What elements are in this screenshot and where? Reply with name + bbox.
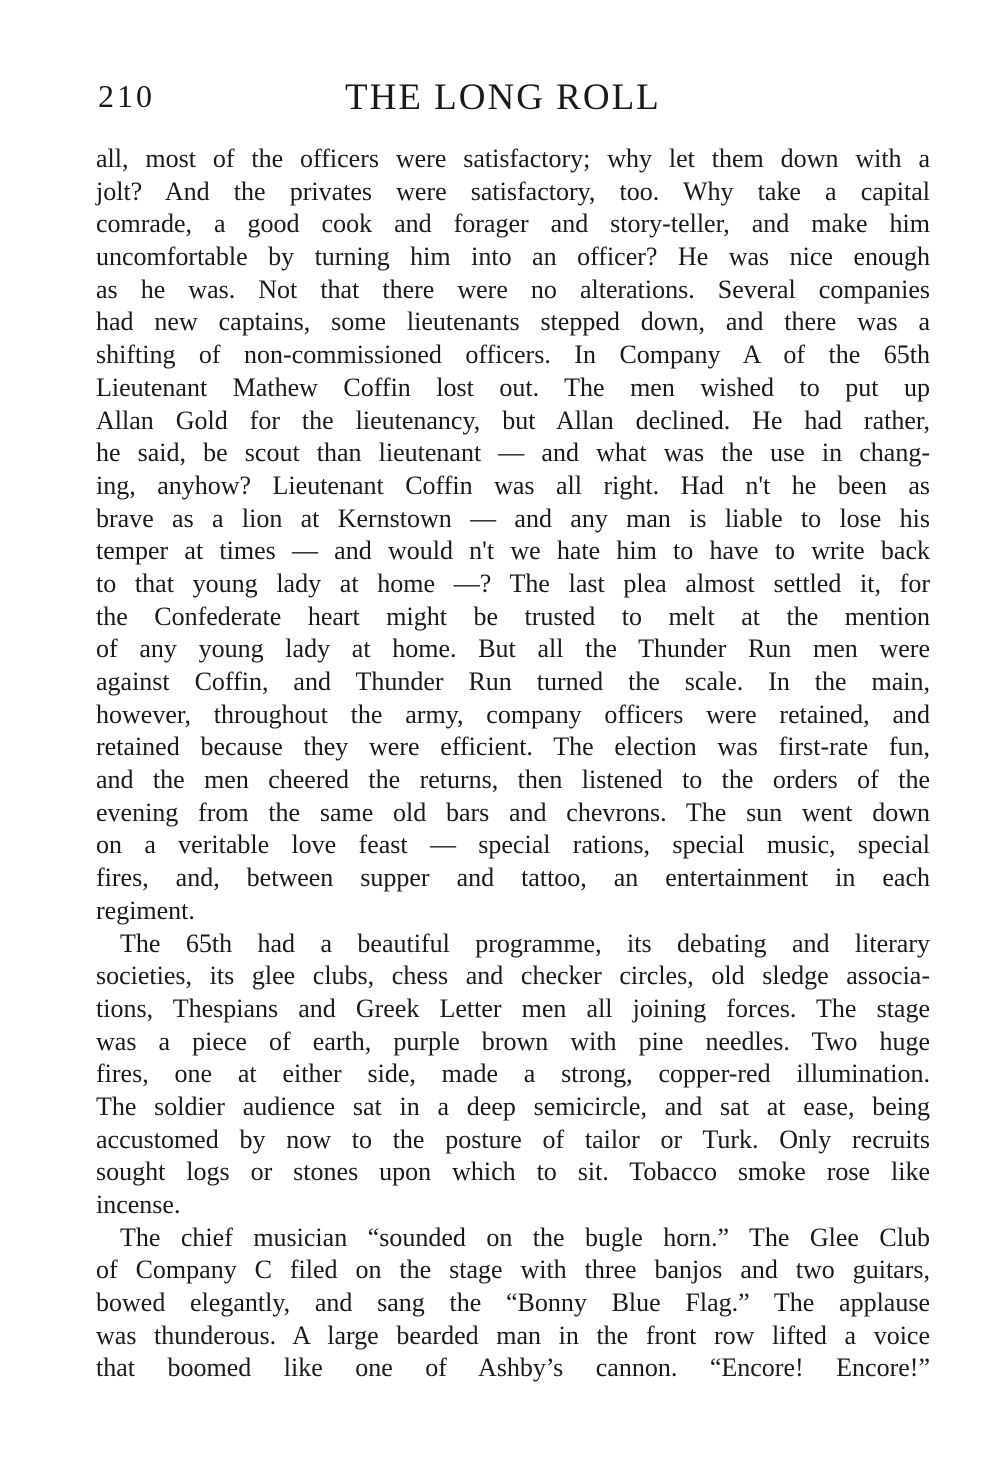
- text-line: was thunderous. A large bearded man in the front row lifted a voice: [96, 1320, 930, 1350]
- text-line: on a veritable love feast — special rations, special music, special: [96, 830, 930, 860]
- page-number: 210: [98, 78, 155, 114]
- text-line: ing, anyhow? Lieutenant Coffin was all right. Had n't he been as: [96, 470, 930, 500]
- text-line: to that young lady at home —? The last plea almost settled it, for: [96, 568, 930, 598]
- text-line: sought logs or stones upon which to sit. Tobacco smoke rose like: [96, 1157, 930, 1187]
- text-line: all, most of the officers were satisfactory; why let them down with a: [96, 144, 930, 173]
- text-line: Allan Gold for the lieutenancy, but Allan declined. He had rather,: [96, 405, 930, 435]
- text-line: of any young lady at home. But all the Thunder Run men were: [96, 634, 930, 664]
- text-line: had new captains, some lieutenants stepped down, and there was a: [96, 307, 930, 337]
- text-line: societies, its glee clubs, chess and checker circles, old sledge associa-: [96, 961, 930, 991]
- text-line: temper at times — and would n't we hate him to have to write back: [96, 536, 930, 566]
- text-line: regiment.: [96, 895, 195, 925]
- text-line: fires, one at either side, made a strong, copper-red illumination.: [96, 1059, 930, 1089]
- text-line: that boomed like one of Ashby’s cannon. “Encore! Encore!”: [96, 1353, 930, 1383]
- text-line: The 65th had a beautiful programme, its debating and literary: [120, 928, 930, 958]
- text-line: brave as a lion at Kernstown — and any man is liable to lose his: [96, 503, 930, 533]
- text-line: The soldier audience sat in a deep semicircle, and sat at ease, being: [96, 1091, 930, 1121]
- paragraph: [96, 1222, 930, 1385]
- text-line: the Confederate heart might be trusted to melt at the mention: [96, 601, 930, 631]
- text-line: accustomed by now to the posture of tailor or Turk. Only recruits: [96, 1124, 930, 1154]
- text-line: uncomfortable by turning him into an officer? He was nice enough: [96, 242, 930, 272]
- text-line: tions, Thespians and Greek Letter men all joining forces. The stage: [96, 993, 930, 1023]
- text-line: however, throughout the army, company officers were retained, and: [96, 699, 930, 729]
- text-line: shifting of non-commissioned officers. In Company A of the 65th: [96, 340, 930, 370]
- text-line: comrade, a good cook and forager and story-teller, and make him: [96, 209, 930, 239]
- text-line: retained because they were efficient. The election was first-rate fun,: [96, 732, 930, 762]
- text-line: jolt? And the privates were satisfactory, too. Why take a capital: [96, 176, 930, 206]
- text-line: was a piece of earth, purple brown with pine needles. Two huge: [96, 1026, 930, 1056]
- text-line: as he was. Not that there were no alterations. Several companies: [96, 274, 930, 304]
- text-line: he said, be scout than lieutenant — and what was the use in chang-: [96, 438, 930, 468]
- text-line: incense.: [96, 1190, 181, 1219]
- running-head: [90, 72, 940, 122]
- text-line: Lieutenant Mathew Coffin lost out. The men wished to put up: [96, 372, 930, 402]
- text-line: evening from the same old bars and chevrons. The sun went down: [96, 797, 930, 827]
- text-line: against Coffin, and Thunder Run turned the scale. In the main,: [96, 667, 930, 696]
- text-line: fires, and, between supper and tattoo, an entertainment in each: [96, 863, 930, 893]
- book-title: THE LONG ROLL: [345, 77, 661, 118]
- text-line: of Company C filed on the stage with three banjos and two guitars,: [96, 1255, 930, 1285]
- paragraph: [96, 143, 930, 928]
- text-line: and the men cheered the returns, then listened to the orders of the: [96, 765, 930, 795]
- text-line: The chief musician “sounded on the bugle horn.” The Glee Club: [120, 1222, 930, 1252]
- paragraph: [96, 928, 930, 1222]
- body-text: [96, 143, 930, 1385]
- text-line: bowed elegantly, and sang the “Bonny Blue Flag.” The applause: [96, 1288, 930, 1318]
